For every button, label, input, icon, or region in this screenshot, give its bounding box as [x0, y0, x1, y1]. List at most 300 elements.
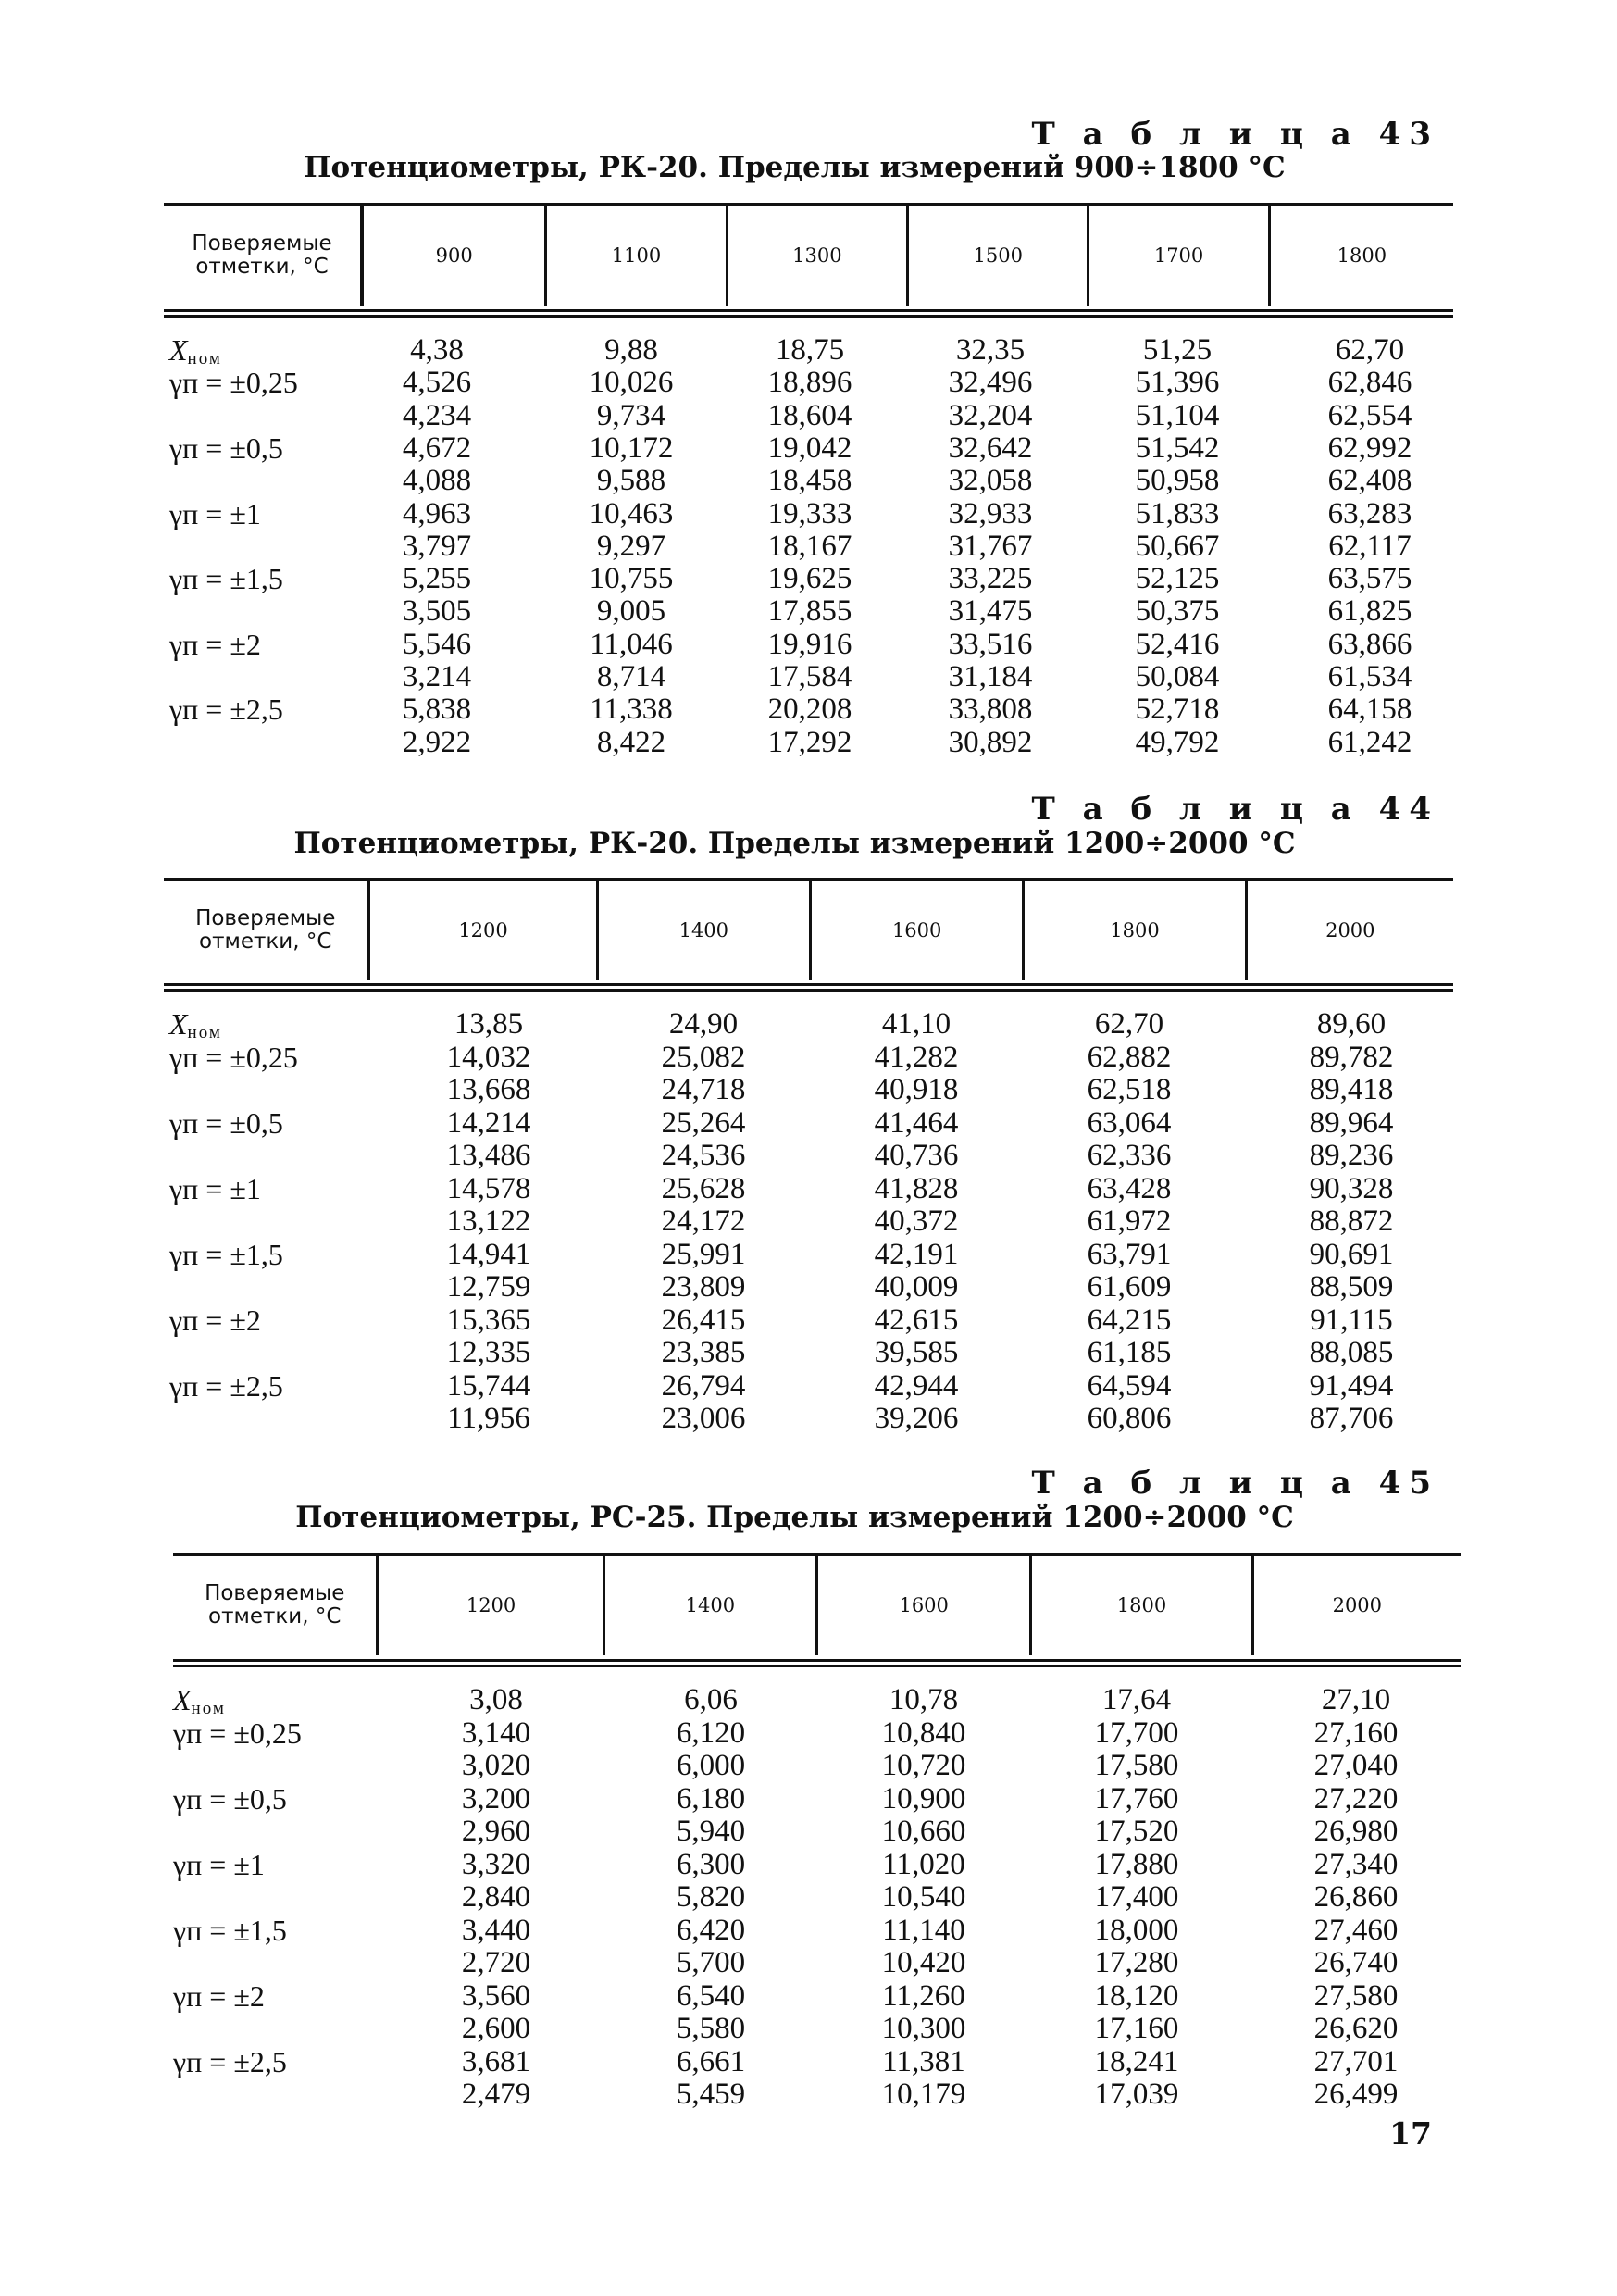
table-row: [0, 1007, 1617, 1041]
row-label: γп = ±0,5: [173, 1781, 287, 1816]
table-cell: 10,463: [589, 496, 674, 530]
table-cell: 64,215: [1087, 1303, 1172, 1337]
table-cell: 27,701: [1313, 2044, 1399, 2078]
table-cell: 11,046: [590, 627, 673, 661]
table-cell: 6,120: [676, 1716, 746, 1750]
table-cell: 4,088: [402, 464, 472, 498]
column-header: 1800: [1025, 880, 1247, 980]
table-cell: 60,806: [1087, 1402, 1172, 1435]
table-cell: 15,365: [446, 1303, 531, 1337]
table-cell: 9,005: [596, 594, 666, 629]
header-row-label: Поверяемые отметки, °С: [173, 1555, 379, 1655]
table-cell: 17,700: [1094, 1716, 1179, 1750]
table-cell: 50,667: [1135, 529, 1220, 563]
table-cell: 23,006: [661, 1402, 746, 1435]
table-row: [0, 1683, 1617, 1716]
table-cell: 3,505: [402, 594, 472, 629]
table-cell: 90,328: [1309, 1171, 1394, 1205]
table-cell: 61,242: [1327, 725, 1412, 759]
row-label: γп = ±2: [169, 1303, 261, 1337]
table-cell: 5,940: [676, 1815, 746, 1848]
table-cell: 6,661: [676, 2044, 746, 2078]
table-cell: 89,236: [1309, 1139, 1394, 1172]
table-cell: 25,628: [661, 1171, 746, 1205]
table-cell: 3,020: [461, 1749, 531, 1782]
row-label: γп = ±1,5: [169, 562, 283, 596]
table-cell: 33,516: [948, 627, 1033, 661]
table-cell: 6,420: [676, 1913, 746, 1947]
table-cell: 62,408: [1327, 464, 1412, 498]
table-cell: 3,560: [461, 1978, 531, 2013]
table-header: [164, 206, 1453, 306]
table-cell: 5,838: [402, 693, 472, 727]
table-cell: 26,620: [1313, 2012, 1399, 2045]
table-cell: 17,520: [1094, 1815, 1179, 1848]
table-cell: 25,264: [661, 1105, 746, 1140]
column-header: 1200: [379, 1555, 604, 1655]
header-double-rule: [164, 983, 1453, 992]
table-cell: 89,418: [1309, 1073, 1394, 1106]
table-row: [0, 1304, 1617, 1337]
table-cell: 61,825: [1327, 594, 1412, 629]
table-cell: 4,526: [402, 366, 472, 400]
table-cell: 11,956: [447, 1402, 530, 1435]
table-cell: 13,85: [454, 1007, 524, 1041]
column-header: 2000: [1332, 1594, 1383, 1616]
table-row: [0, 1041, 1617, 1074]
table-cell: 17,160: [1094, 2012, 1179, 2045]
table-cell: 10,840: [881, 1716, 966, 1750]
table-cell: 10,172: [589, 430, 674, 465]
table-cell: 87,706: [1309, 1402, 1394, 1435]
table-cell: 41,464: [874, 1105, 959, 1140]
table-cell: 19,625: [767, 562, 852, 596]
table-cell: 31,767: [948, 529, 1033, 563]
table-row: [0, 333, 1617, 367]
table-row: [0, 1880, 1617, 1914]
column-header: 1200: [370, 880, 598, 980]
row-label: γп = ±1,5: [173, 1913, 287, 1947]
table-number: Т а б л и ц а 44: [1031, 791, 1439, 828]
table-cell: 14,214: [446, 1105, 531, 1140]
table-cell: 18,241: [1094, 2044, 1179, 2078]
table-cell: 90,691: [1309, 1237, 1394, 1271]
table-cell: 62,70: [1335, 333, 1405, 367]
table-cell: 52,125: [1135, 562, 1220, 596]
table-title: Потенциометры, РК-20. Пределы измерений 900÷1800 °С: [304, 151, 1286, 184]
column-header: 1400: [605, 1555, 818, 1655]
table-cell: 61,972: [1087, 1204, 1172, 1238]
table-cell: 40,918: [874, 1073, 959, 1106]
table-cell: 27,580: [1313, 1978, 1399, 2013]
table-cell: 88,509: [1309, 1270, 1394, 1304]
table-cell: 17,64: [1101, 1683, 1172, 1716]
table-row: [0, 693, 1617, 726]
table-row: [0, 1139, 1617, 1172]
table-row: [0, 2078, 1617, 2111]
row-label: γп = ±0,5: [169, 430, 283, 465]
table-cell: 5,700: [676, 1946, 746, 1979]
table-cell: 17,292: [767, 725, 852, 759]
table-cell: 89,964: [1309, 1105, 1394, 1140]
table-cell: 19,333: [767, 496, 852, 530]
table-cell: 88,085: [1309, 1336, 1394, 1369]
table-cell: 2,720: [461, 1946, 531, 1979]
table-cell: 11,381: [882, 2044, 965, 2078]
row-label-symbol: X: [169, 1007, 188, 1041]
table-cell: 10,026: [589, 366, 674, 400]
table-row: [0, 2012, 1617, 2045]
table-row: [0, 1402, 1617, 1435]
table-row: [0, 2045, 1617, 2078]
row-label-subscript: ном: [187, 349, 222, 368]
table-cell: 6,000: [676, 1749, 746, 1782]
table-cell: 18,75: [775, 333, 845, 367]
table-cell: 18,000: [1094, 1913, 1179, 1947]
table-cell: 11,020: [882, 1847, 965, 1881]
table-cell: 6,540: [676, 1978, 746, 2013]
table-row: [0, 1369, 1617, 1403]
table-cell: 3,320: [461, 1847, 531, 1881]
row-label: γп = ±2,5: [169, 693, 283, 727]
table-cell: 2,479: [461, 2078, 531, 2111]
table-cell: 9,734: [596, 398, 666, 432]
table-cell: 24,536: [661, 1139, 746, 1172]
table-cell: 9,297: [596, 529, 666, 563]
column-header: 1100: [547, 206, 728, 306]
table-cell: 11,140: [882, 1913, 965, 1947]
table-row: [0, 1848, 1617, 1881]
column-header: 1500: [909, 206, 1089, 306]
table-cell: 63,866: [1327, 627, 1412, 661]
table-cell: 62,846: [1327, 366, 1412, 400]
row-label: γп = ±2: [173, 1978, 265, 2013]
table-cell: 41,282: [874, 1040, 959, 1074]
table-cell: 91,115: [1310, 1303, 1393, 1337]
table-cell: 17,880: [1094, 1847, 1179, 1881]
table-cell: 52,416: [1135, 627, 1220, 661]
table-cell: 62,882: [1087, 1040, 1172, 1074]
table-cell: 62,518: [1087, 1073, 1172, 1106]
table-cell: 8,422: [596, 725, 666, 759]
table-row: [0, 1172, 1617, 1205]
table-cell: 26,860: [1313, 1880, 1399, 1914]
table-cell: 2,600: [461, 2012, 531, 2045]
table-cell: 15,744: [446, 1368, 531, 1403]
table-cell: 63,064: [1087, 1105, 1172, 1140]
table-cell: 9,588: [596, 464, 666, 498]
table-cell: 8,714: [596, 660, 666, 693]
table-cell: 50,958: [1135, 464, 1220, 498]
table-cell: 2,960: [461, 1815, 531, 1848]
table-cell: 63,283: [1327, 496, 1412, 530]
table-cell: 51,396: [1135, 366, 1220, 400]
table-row: [0, 1716, 1617, 1750]
table-cell: 10,78: [889, 1683, 959, 1716]
table-cell: 41,828: [874, 1171, 959, 1205]
table-header: [164, 880, 1453, 980]
table-number: Т а б л и ц а 43: [1031, 116, 1439, 153]
table-cell: 19,042: [767, 430, 852, 465]
table-cell: 32,204: [948, 398, 1033, 432]
table-cell: 12,335: [446, 1336, 531, 1369]
table-cell: 27,160: [1313, 1716, 1399, 1750]
table-cell: 64,158: [1327, 693, 1412, 727]
row-label: γп = ±0,25: [169, 1040, 298, 1074]
table-cell: 17,580: [1094, 1749, 1179, 1782]
table-cell: 24,718: [661, 1073, 746, 1106]
table-row: [0, 1204, 1617, 1238]
table-row: [0, 1815, 1617, 1848]
table-cell: 10,420: [881, 1946, 966, 1979]
table-row: [0, 1336, 1617, 1369]
table-cell: 3,797: [402, 529, 472, 563]
row-label: γп = ±0,5: [169, 1105, 283, 1140]
table-row: [0, 726, 1617, 759]
table-cell: 17,855: [767, 594, 852, 629]
table-cell: 27,040: [1313, 1749, 1399, 1782]
table-cell: 18,604: [767, 398, 852, 432]
table-cell: 26,499: [1313, 2078, 1399, 2111]
table-cell: 42,615: [874, 1303, 959, 1337]
row-label: γп = ±1: [173, 1847, 265, 1881]
header-double-rule: [173, 1659, 1461, 1667]
column-header: 1300: [728, 206, 909, 306]
table-cell: 4,234: [402, 398, 472, 432]
page-number: 17: [1389, 2115, 1432, 2152]
column-header: 1800: [1032, 1555, 1253, 1655]
table-cell: 62,992: [1327, 430, 1412, 465]
table-cell: 25,991: [661, 1237, 746, 1271]
table-cell: 3,440: [461, 1913, 531, 1947]
table-cell: 33,808: [948, 693, 1033, 727]
table-row: [0, 1946, 1617, 1979]
table-cell: 24,172: [661, 1204, 746, 1238]
table-row: [0, 594, 1617, 628]
table-cell: 30,892: [948, 725, 1033, 759]
table-cell: 89,782: [1309, 1040, 1394, 1074]
table-cell: 10,300: [881, 2012, 966, 2045]
column-header: 1600: [812, 880, 1025, 980]
table-cell: 39,585: [874, 1336, 959, 1369]
column-header: 2000: [1325, 919, 1375, 942]
table-cell: 18,896: [767, 366, 852, 400]
table-cell: 18,458: [767, 464, 852, 498]
table-cell: 62,117: [1328, 529, 1412, 563]
table-row: [0, 431, 1617, 465]
table-row: [0, 464, 1617, 497]
table-cell: 40,372: [874, 1204, 959, 1238]
table-cell: 89,60: [1316, 1007, 1387, 1041]
table-cell: 51,542: [1135, 430, 1220, 465]
table-cell: 10,660: [881, 1815, 966, 1848]
table-cell: 3,08: [469, 1683, 523, 1716]
table-cell: 5,580: [676, 2012, 746, 2045]
table-row: [0, 530, 1617, 563]
table-cell: 61,609: [1087, 1270, 1172, 1304]
table-cell: 26,415: [661, 1303, 746, 1337]
table-cell: 61,185: [1087, 1336, 1172, 1369]
column-header: 1600: [818, 1555, 1032, 1655]
row-label: γп = ±1: [169, 1171, 261, 1205]
column-header: 1800: [1337, 244, 1387, 267]
table-row: [0, 1270, 1617, 1304]
row-label: γп = ±2,5: [173, 2044, 287, 2078]
header-row-label: Поверяемые отметки, °С: [164, 206, 364, 306]
table-cell: 5,459: [676, 2078, 746, 2111]
table-cell: 42,191: [874, 1237, 959, 1271]
table-cell: 31,475: [948, 594, 1033, 629]
table-cell: 5,255: [402, 562, 472, 596]
table-cell: 63,791: [1087, 1237, 1172, 1271]
column-header: 1400: [599, 880, 812, 980]
table-cell: 14,032: [446, 1040, 531, 1074]
table-cell: 11,338: [590, 693, 673, 727]
table-row: [0, 1782, 1617, 1816]
row-label: γп = ±0,25: [173, 1716, 302, 1750]
table-cell: 24,90: [668, 1007, 739, 1041]
table-cell: 3,214: [402, 660, 472, 693]
table-title: Потенциометры, РК-20. Пределы измерений 1200÷2000 °С: [293, 827, 1296, 860]
table-cell: 51,25: [1142, 333, 1213, 367]
table-cell: 3,140: [461, 1716, 531, 1750]
table-cell: 39,206: [874, 1402, 959, 1435]
table-cell: 50,375: [1135, 594, 1220, 629]
row-label: γп = ±1: [169, 496, 261, 530]
table-cell: 4,963: [402, 496, 472, 530]
table-header: [173, 1555, 1461, 1655]
table-cell: 23,809: [661, 1270, 746, 1304]
table-cell: 27,340: [1313, 1847, 1399, 1881]
table-cell: 17,760: [1094, 1781, 1179, 1816]
table-row: [0, 1073, 1617, 1106]
table-cell: 62,70: [1094, 1007, 1164, 1041]
table-cell: 27,10: [1321, 1683, 1391, 1716]
header-double-rule: [164, 309, 1453, 318]
table-cell: 50,084: [1135, 660, 1220, 693]
table-cell: 41,10: [881, 1007, 952, 1041]
row-label-symbol: X: [169, 333, 188, 367]
table-cell: 42,944: [874, 1368, 959, 1403]
table-cell: 3,681: [461, 2044, 531, 2078]
table-number: Т а б л и ц а 45: [1031, 1465, 1439, 1502]
row-label-subscript: ном: [187, 1023, 222, 1042]
table-cell: 6,180: [676, 1781, 746, 1816]
table-cell: 19,916: [767, 627, 852, 661]
table-cell: 13,122: [446, 1204, 531, 1238]
table-cell: 4,38: [410, 333, 464, 367]
table-cell: 32,933: [948, 496, 1033, 530]
table-cell: 32,058: [948, 464, 1033, 498]
table-cell: 18,167: [767, 529, 852, 563]
table-cell: 17,039: [1094, 2078, 1179, 2111]
table-cell: 14,941: [446, 1237, 531, 1271]
table-cell: 9,88: [604, 333, 658, 367]
table-row: [0, 628, 1617, 661]
table-cell: 14,578: [446, 1171, 531, 1205]
table-cell: 10,755: [589, 562, 674, 596]
table-cell: 5,546: [402, 627, 472, 661]
table-cell: 49,792: [1135, 725, 1220, 759]
table-cell: 11,260: [882, 1978, 965, 2013]
table-cell: 6,300: [676, 1847, 746, 1881]
table-cell: 40,009: [874, 1270, 959, 1304]
column-header: 900: [364, 206, 547, 306]
table-cell: 2,922: [402, 725, 472, 759]
table-cell: 61,534: [1327, 660, 1412, 693]
table-cell: 27,220: [1313, 1781, 1399, 1816]
table-cell: 88,872: [1309, 1204, 1394, 1238]
table-cell: 4,672: [402, 430, 472, 465]
table-cell: 63,575: [1327, 562, 1412, 596]
table-row: [0, 1238, 1617, 1271]
table-cell: 33,225: [948, 562, 1033, 596]
table-cell: 2,840: [461, 1880, 531, 1914]
table-row: [0, 1914, 1617, 1947]
table-cell: 5,820: [676, 1880, 746, 1914]
row-label: γп = ±1,5: [169, 1237, 283, 1271]
table-cell: 10,900: [881, 1781, 966, 1816]
table-cell: 63,428: [1087, 1171, 1172, 1205]
table-cell: 13,486: [446, 1139, 531, 1172]
table-row: [0, 366, 1617, 399]
row-label: γп = ±2,5: [169, 1368, 283, 1403]
table-cell: 20,208: [767, 693, 852, 727]
table-cell: 27,460: [1313, 1913, 1399, 1947]
table-row: [0, 562, 1617, 595]
table-row: [0, 660, 1617, 693]
table-cell: 32,642: [948, 430, 1033, 465]
table-cell: 18,120: [1094, 1978, 1179, 2013]
table-cell: 32,496: [948, 366, 1033, 400]
table-cell: 40,736: [874, 1139, 959, 1172]
table-cell: 17,584: [767, 660, 852, 693]
column-header: 1700: [1089, 206, 1270, 306]
row-label-subscript: ном: [191, 1699, 226, 1718]
table-cell: 31,184: [948, 660, 1033, 693]
table-cell: 26,794: [661, 1368, 746, 1403]
header-row-label: Поверяемые отметки, °С: [164, 880, 370, 980]
table-title: Потенциометры, РС-25. Пределы измерений 1200÷2000 °С: [295, 1501, 1294, 1534]
table-cell: 23,385: [661, 1336, 746, 1369]
table-cell: 62,554: [1327, 398, 1412, 432]
row-label: γп = ±2: [169, 627, 261, 661]
table-cell: 17,280: [1094, 1946, 1179, 1979]
table-cell: 32,35: [955, 333, 1026, 367]
table-cell: 52,718: [1135, 693, 1220, 727]
table-cell: 12,759: [446, 1270, 531, 1304]
table-cell: 64,594: [1087, 1368, 1172, 1403]
row-label: γп = ±0,25: [169, 366, 298, 400]
table-cell: 26,740: [1313, 1946, 1399, 1979]
table-cell: 3,200: [461, 1781, 531, 1816]
table-cell: 26,980: [1313, 1815, 1399, 1848]
row-label-symbol: X: [173, 1683, 192, 1716]
table-row: [0, 1979, 1617, 2013]
table-cell: 13,668: [446, 1073, 531, 1106]
table-cell: 25,082: [661, 1040, 746, 1074]
table-cell: 51,833: [1135, 496, 1220, 530]
table-cell: 62,336: [1087, 1139, 1172, 1172]
table-cell: 51,104: [1135, 398, 1220, 432]
table-cell: 10,720: [881, 1749, 966, 1782]
table-row: [0, 1749, 1617, 1782]
table-cell: 10,540: [881, 1880, 966, 1914]
table-row: [0, 1106, 1617, 1140]
table-row: [0, 497, 1617, 530]
table-cell: 91,494: [1309, 1368, 1394, 1403]
table-cell: 10,179: [881, 2078, 966, 2111]
